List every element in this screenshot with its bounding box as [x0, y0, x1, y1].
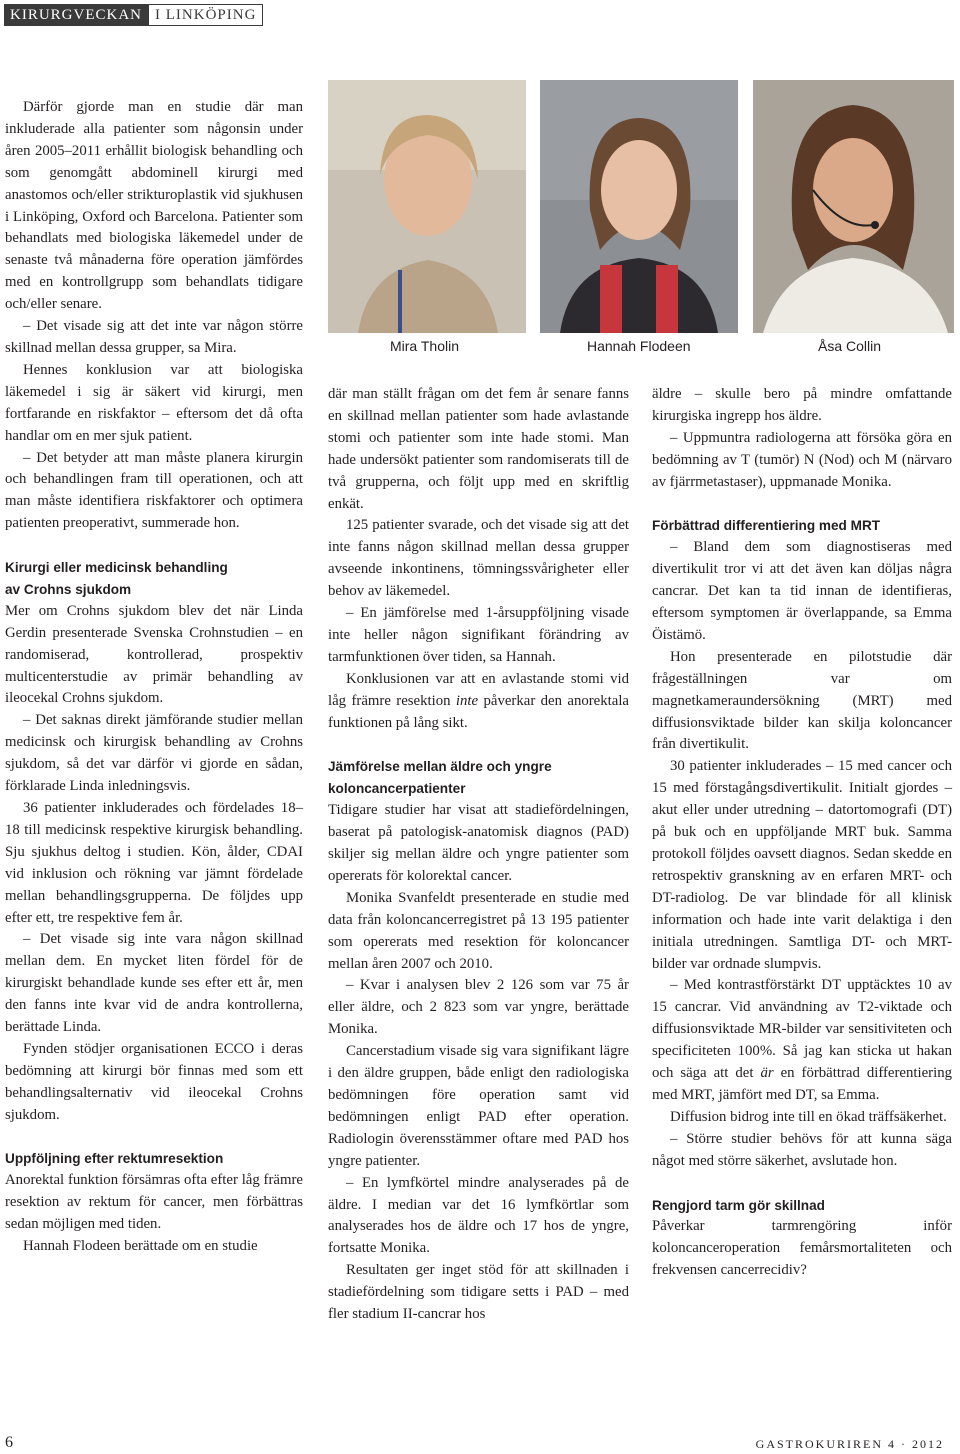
text-run: Konklusionen var att en avlastande stomi vid låg främre resektion — [328, 670, 629, 709]
paragraph: Hon presenterade en pilotstudie där frågeställningen var om magnetkameraundersökning (MRT) med diffusionsviktade bilder kan skilja koloncancer från divertikulit. — [652, 648, 952, 753]
paragraph — [328, 669, 629, 735]
paragraph: Diffusion bidrog inte till en ökad träffsäkerhet. — [670, 1108, 947, 1125]
photo-hannah-flodeen — [540, 80, 738, 333]
subheading: Förbättrad differentiering med MRT — [652, 518, 881, 534]
paragraph: – Det visade sig att det inte var någon större skillnad mellan dessa grupper, sa Mira. — [5, 318, 303, 356]
text-run: – Med kontrastförstärkt DT upptäcktes 10 av 15 cancrar. Vid användning av T2-viktade och diffusionsviktade MR-bilder var sensitiviteten och specificiteten 100%. Så jag kan sticka ut hakan och säga att det — [652, 977, 952, 1082]
subheading — [328, 756, 629, 800]
section-header — [4, 4, 263, 26]
caption-mira-tholin: Mira Tholin — [390, 338, 459, 354]
photo-asa-collin — [753, 80, 954, 333]
caption-hannah-flodeen: Hannah Flodeen — [587, 338, 691, 354]
paragraph: – En jämförelse med 1-årsuppföljning visade inte heller någon signifikant förändring av tarmfunktionen över tiden, sa Hannah. — [328, 605, 629, 665]
magazine-issue: GASTROKURIREN 4 · 2012 — [755, 1437, 944, 1451]
text-run: en förbättrad differentiering med MRT, jämfört med DT, sa Emma. — [652, 1065, 953, 1103]
paragraph: – Det betyder att man måste planera kirurgin och behandlingen fram till operationen, och att man måste identifiera riskfaktorer och optimera patienten preoperativt, summerade hon. — [5, 449, 303, 532]
paragraph: Anorektal funktion försämras ofta efter låg främre resektion av rektum för cancer, men förbättras sedan möjligen med tiden. — [5, 1172, 303, 1233]
photo-mira-tholin — [328, 80, 526, 333]
subheading: Rengjord tarm gör skillnad — [652, 1197, 825, 1213]
paragraph: Monika Svanfeldt presenterade en studie med data från koloncancerregistret på 13 195 patienter som opererats med resektion för koloncancer mellan åren 2007 och 2010. — [328, 889, 629, 972]
paragraph: där man ställt frågan om det fem år senare fanns en skillnad mellan patienter som hade avlastande stomi och patienter som inte hade stomi. Man hade undersökt patienter som randomiserats till de två grupperna, och följt upp med en skriftlig enkät. — [328, 386, 629, 512]
paragraph: äldre – skulle bero på mindre omfattande kirurgiska ingrepp hos äldre. — [652, 386, 952, 424]
paragraph: 30 patienter inkluderades – 15 med cancer och 15 med förstagångsdivertikulit. Initialt gjordes – akut eller under utredning – datortomografi (DT) på buk och en uppföljande MRT buk. Samma protokoll följdes oavsett diagnos. Sedan skedde en retrospektiv granskning av en erfaren MRT- och DT-radiolog. De var blindade för all klinisk information och hade inte varit delaktiga i den initiala utredningen. Samtliga DT- och MRT-bilder var ordnade slumpvis. — [652, 758, 952, 972]
emphasis: är — [760, 1065, 774, 1082]
subheading: Uppföljning efter rektumresektion — [5, 1151, 224, 1167]
paragraph: Tidigare studier har visat att stadiefördelningen, baserat på patologisk-anatomisk diagnos (PAD) skiljer sig mellan äldre och yngre patienter som opererats för kolorektal cancer. — [328, 802, 629, 884]
subheading-line: Jämförelse mellan äldre och yngre — [328, 759, 552, 775]
paragraph: – Det saknas direkt jämförande studier mellan medicinsk och kirurgisk behandling av Crohns sjukdom, så det var därför vi gjorde en sådan, förklarade Linda inledningsvis. — [5, 712, 303, 795]
paragraph: 125 patienter svarade, och det visade sig att det inte fanns någon skillnad mellan dessa grupper avseende inkontinens, tömningssvårigheter eller behov av läkemedel. — [328, 517, 629, 600]
caption-asa-collin: Åsa Collin — [818, 338, 882, 354]
section-location: I LINKÖPING — [148, 4, 263, 26]
paragraph: Därför gjorde man en studie där man inkluderade alla patienter som någonsin under åren 2005–2011 erhållit biologisk behandling och som genomgått abdominell kirurgi med anastomos och/eller strikturoplastik vid sjukhusen i Linköping, Oxford och Barcelona. Patienter som behandlats med biologiska läkemedel under de senaste två månaderna före operation jämfördes med en kontrollgrupp som behandlats tidigare och/eller senare. — [5, 99, 303, 313]
paragraph: Hannah Flodeen berättade om en studie — [23, 1238, 258, 1255]
paragraph: 36 patienter inkluderades och fördelades 18–18 till medicinsk respektive kirurgisk behandling. Sju sjukhus deltog i studien. Kön, ålder, CDAI vid inklusion och rökning var jämnt fördelade mellan behandlingsgrupperna. De följdes upp efter ett, tre respektive fem år. — [5, 799, 303, 926]
article-column-2 — [328, 384, 629, 1326]
paragraph: Mer om Crohns sjukdom blev det när Linda Gerdin presenterade Svenska Crohnstudien – en randomiserad, kontrollerad, prospektiv multicenterstudie av primär behandling av ileocekal Crohns sjukdom. — [5, 602, 303, 707]
subheading — [5, 557, 303, 601]
subheading-line: Kirurgi eller medicinsk behandling — [5, 560, 228, 576]
paragraph: Hennes konklusion var att biologiska läkemedel i sig är säkert vid kirurgi, men fortfarande en riskfaktor – eftersom det då ofta handlar om en mer sjuk patient. — [5, 361, 303, 444]
paragraph: Fynden stödjer organisationen ECCO i deras bedömning att kirurgi bör finnas med som ett behandlingsalternativ vid ileocekal Crohns sjukdom. — [5, 1040, 303, 1123]
article-column-3 — [652, 384, 952, 1282]
paragraph: Resultaten ger inget stöd för att skillnaden i stadiefördelning som tidigare setts i PAD – med fler stadium II-cancrar hos — [328, 1262, 629, 1323]
emphasis: inte — [455, 692, 479, 709]
page-number: 6 — [5, 1434, 13, 1451]
paragraph: – Det visade sig inte vara någon skillnad mellan dem. En mycket liten fördel för de kirurgiskt behandlade kunde ses efter ett år, men den fanns inte kvar vid de andra kontrollerna, berättade Linda. — [5, 931, 303, 1036]
paragraph: – Större studier behövs för att kunna säga något med större säkerhet, avslutade hon. — [652, 1130, 952, 1169]
paragraph: – Bland dem som diagnostiseras med divertikulit tror vi att det även kan döljas några cancrar. Det kan ta tid innan de identifieras, eftersom symptomen är överlappande, sa Emma Öistämö. — [652, 539, 952, 643]
paragraph: – Kvar i analysen blev 2 126 som var 75 år eller äldre, och 2 823 som var yngre, berättade Monika. — [328, 977, 629, 1038]
article-column-1 — [5, 97, 303, 1258]
paragraph: – Uppmuntra radiologerna att försöka göra en bedömning av T (tumör) N (Nod) och M (närvaro av fjärrmetastaser), uppmanade Monika. — [652, 429, 952, 490]
paragraph: Cancerstadium visade sig vara signifikant lägre i den äldre gruppen, både enligt den radiologiska bedömningen före operation samt vid bedömningen enligt PAD efter operation. Radiologin överensstämmer oftare med PAD hos yngre patienter. — [328, 1043, 629, 1169]
paragraph: Påverkar tarmrengöring inför koloncanceroperation femårsmortaliteten och frekvensen cancerrecidiv? — [652, 1218, 952, 1279]
paragraph: – En lymfkörtel mindre analyserades på de äldre. I median var det 16 lymfkörtlar som analyserades hos de äldre och 17 hos de yngre, fortsatte Monika. — [328, 1174, 629, 1257]
section-name: KIRURGVECKAN — [4, 4, 148, 26]
subheading-line: koloncancerpatienter — [328, 781, 466, 797]
paragraph — [652, 975, 952, 1106]
text-run: påverkar den anorektala funktionen på lång sikt. — [328, 692, 629, 731]
subheading-line: av Crohns sjukdom — [5, 581, 132, 597]
